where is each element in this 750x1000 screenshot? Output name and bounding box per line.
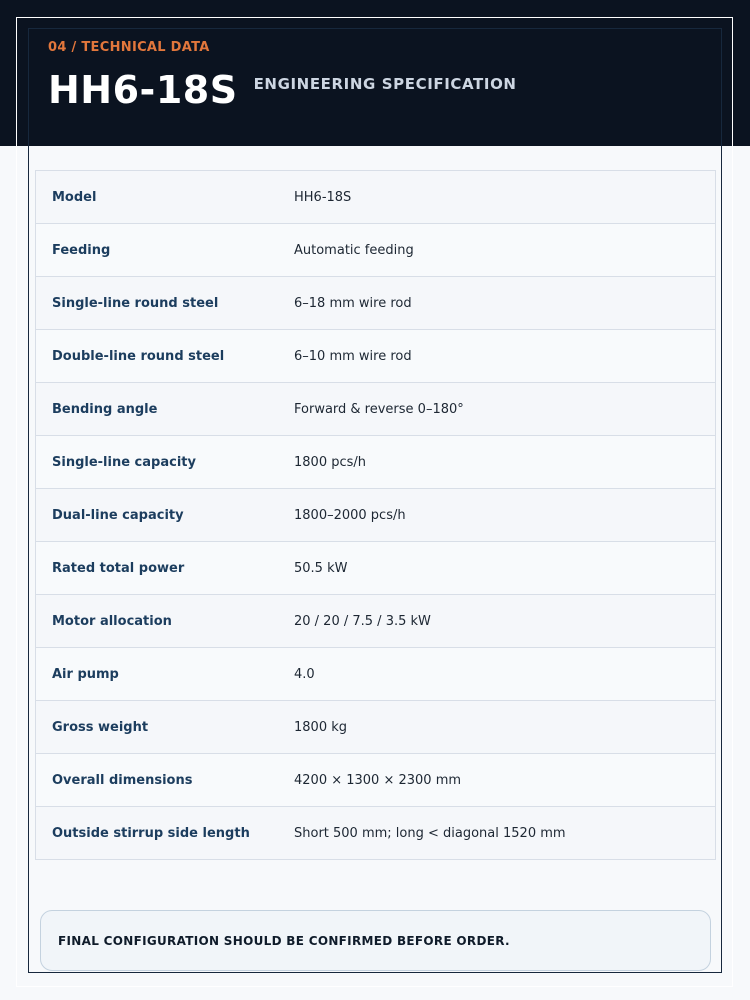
spec-value: 1800 pcs/h <box>294 454 367 470</box>
spec-key: Bending angle <box>52 401 158 417</box>
spec-value: 1800 kg <box>294 719 347 735</box>
table-row <box>36 807 715 860</box>
title-row <box>48 68 517 112</box>
spec-value: 1800–2000 pcs/h <box>294 507 406 523</box>
spec-value: Short 500 mm; long < diagonal 1520 mm <box>294 825 566 841</box>
spec-key: Motor allocation <box>52 613 172 629</box>
spec-value: 6–18 mm wire rod <box>294 295 412 311</box>
table-row <box>36 436 715 489</box>
spec-key: Overall dimensions <box>52 772 193 788</box>
spec-value: 4.0 <box>294 666 315 682</box>
spec-key: Gross weight <box>52 719 149 735</box>
spec-value: 6–10 mm wire rod <box>294 348 412 364</box>
spec-key: Dual-line capacity <box>52 507 184 523</box>
spec-value: Forward & reverse 0–180° <box>294 401 464 417</box>
page-title: HH6-18S <box>48 68 238 112</box>
table-row <box>36 224 715 277</box>
spec-value: 4200 × 1300 × 2300 mm <box>294 772 462 788</box>
table-row <box>36 701 715 754</box>
table-row <box>36 277 715 330</box>
spec-key: Feeding <box>52 242 111 258</box>
table-row <box>36 754 715 807</box>
spec-key: Rated total power <box>52 560 185 576</box>
table-row <box>36 171 715 224</box>
spec-key: Single-line capacity <box>52 454 196 470</box>
table-row <box>36 489 715 542</box>
spec-key: Air pump <box>52 666 119 682</box>
spec-key: Single-line round steel <box>52 295 219 311</box>
spec-table <box>35 170 716 860</box>
table-row <box>36 330 715 383</box>
note-box <box>40 910 711 971</box>
spec-value: 20 / 20 / 7.5 / 3.5 kW <box>294 613 431 629</box>
note-text: FINAL CONFIGURATION SHOULD BE CONFIRMED BEFORE ORDER. <box>58 933 510 948</box>
section-label: 04 / TECHNICAL DATA <box>48 40 210 55</box>
page-subtitle: ENGINEERING SPECIFICATION <box>253 75 517 93</box>
spec-key: Model <box>52 189 97 205</box>
table-row <box>36 542 715 595</box>
spec-value: Automatic feeding <box>294 242 414 258</box>
table-row <box>36 383 715 436</box>
table-row <box>36 595 715 648</box>
spec-value: 50.5 kW <box>294 560 348 576</box>
spec-key: Outside stirrup side length <box>52 825 250 841</box>
spec-key: Double-line round steel <box>52 348 225 364</box>
table-row <box>36 648 715 701</box>
spec-value: HH6-18S <box>294 189 352 205</box>
